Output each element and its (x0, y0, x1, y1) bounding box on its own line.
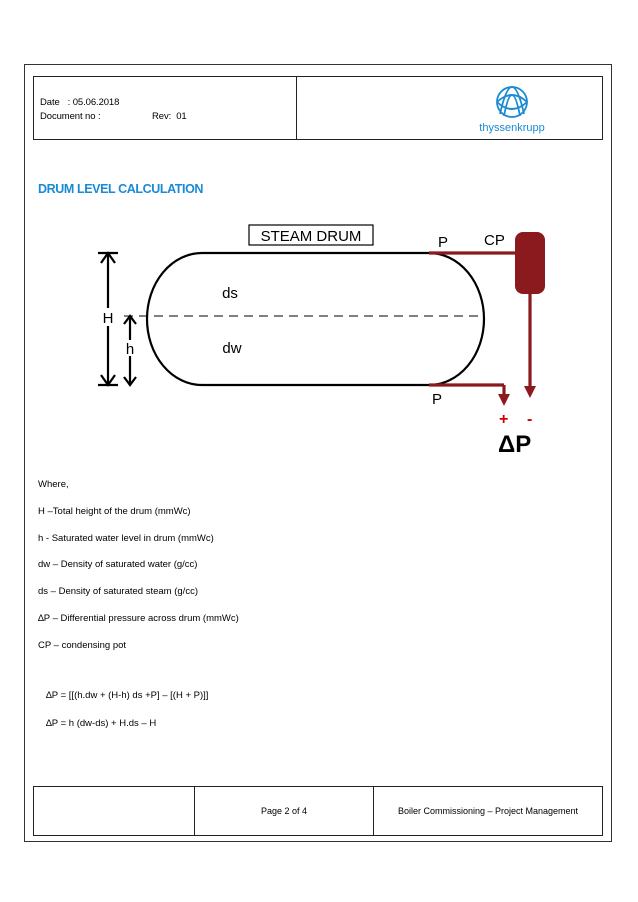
header-logo-area (297, 77, 602, 139)
top-impulse-line (429, 253, 530, 388)
minus-arrow-head (524, 386, 536, 398)
rev-label: Rev: (152, 111, 172, 122)
formula-1: ∆P = [[(h.dw + (H-h) ds +P] – [(H + P)]] (46, 690, 209, 701)
date-value: : 05.06.2018 (67, 97, 120, 108)
definition-item: dw – Density of saturated water (g/cc) (38, 559, 198, 571)
footer-project: Boiler Commissioning – Project Management (397, 806, 579, 816)
footer-left-cell (34, 787, 195, 835)
formulas (46, 690, 208, 746)
document-footer (33, 786, 603, 836)
label-plus: + (499, 411, 509, 428)
definition-item: h - Saturated water level in drum (mmWc) (38, 532, 214, 544)
section-title: DRUM LEVEL CALCULATION (38, 182, 204, 196)
document-label: Document no : (40, 111, 101, 122)
steam-drum-diagram (84, 218, 552, 464)
definition-item: CP – condensing pot (38, 639, 127, 651)
label-H: H (102, 310, 114, 327)
logo-text: thyssenkrupp (479, 122, 545, 134)
thyssenkrupp-logo (472, 83, 552, 134)
rev-value: 01 (176, 111, 187, 122)
definition-item: H –Total height of the drum (mmWc) (38, 505, 191, 517)
date-line (40, 97, 119, 108)
drum-title: STEAM DRUM (260, 228, 362, 245)
definition-item: ds – Density of saturated steam (g/cc) (38, 586, 198, 598)
label-minus: - (527, 411, 533, 428)
label-delta-p: ΔP (498, 431, 532, 458)
label-p-top: P (438, 234, 449, 251)
definitions-list (38, 479, 239, 667)
date-label: Date (40, 97, 60, 108)
label-p-bottom: P (432, 391, 443, 408)
drum-body (147, 253, 484, 385)
condensing-pot (515, 232, 545, 294)
label-cp: CP (484, 232, 505, 249)
document-line (40, 111, 290, 122)
definition-item: ∆P – Differential pressure across drum (mmWc) (38, 612, 239, 624)
label-h: h (125, 341, 135, 358)
page-number: Page 2 of 4 (195, 787, 374, 835)
document-header (33, 76, 603, 140)
plus-arrow-head (498, 394, 510, 406)
rev-field (152, 111, 187, 122)
formula-2: ∆P = h (dw-ds) + H.ds – H (46, 718, 157, 729)
definition-item: Where, (38, 479, 69, 490)
header-info (34, 77, 297, 139)
label-dw: dw (222, 340, 242, 357)
logo-arches-icon (490, 83, 534, 119)
label-ds: ds (222, 285, 238, 302)
